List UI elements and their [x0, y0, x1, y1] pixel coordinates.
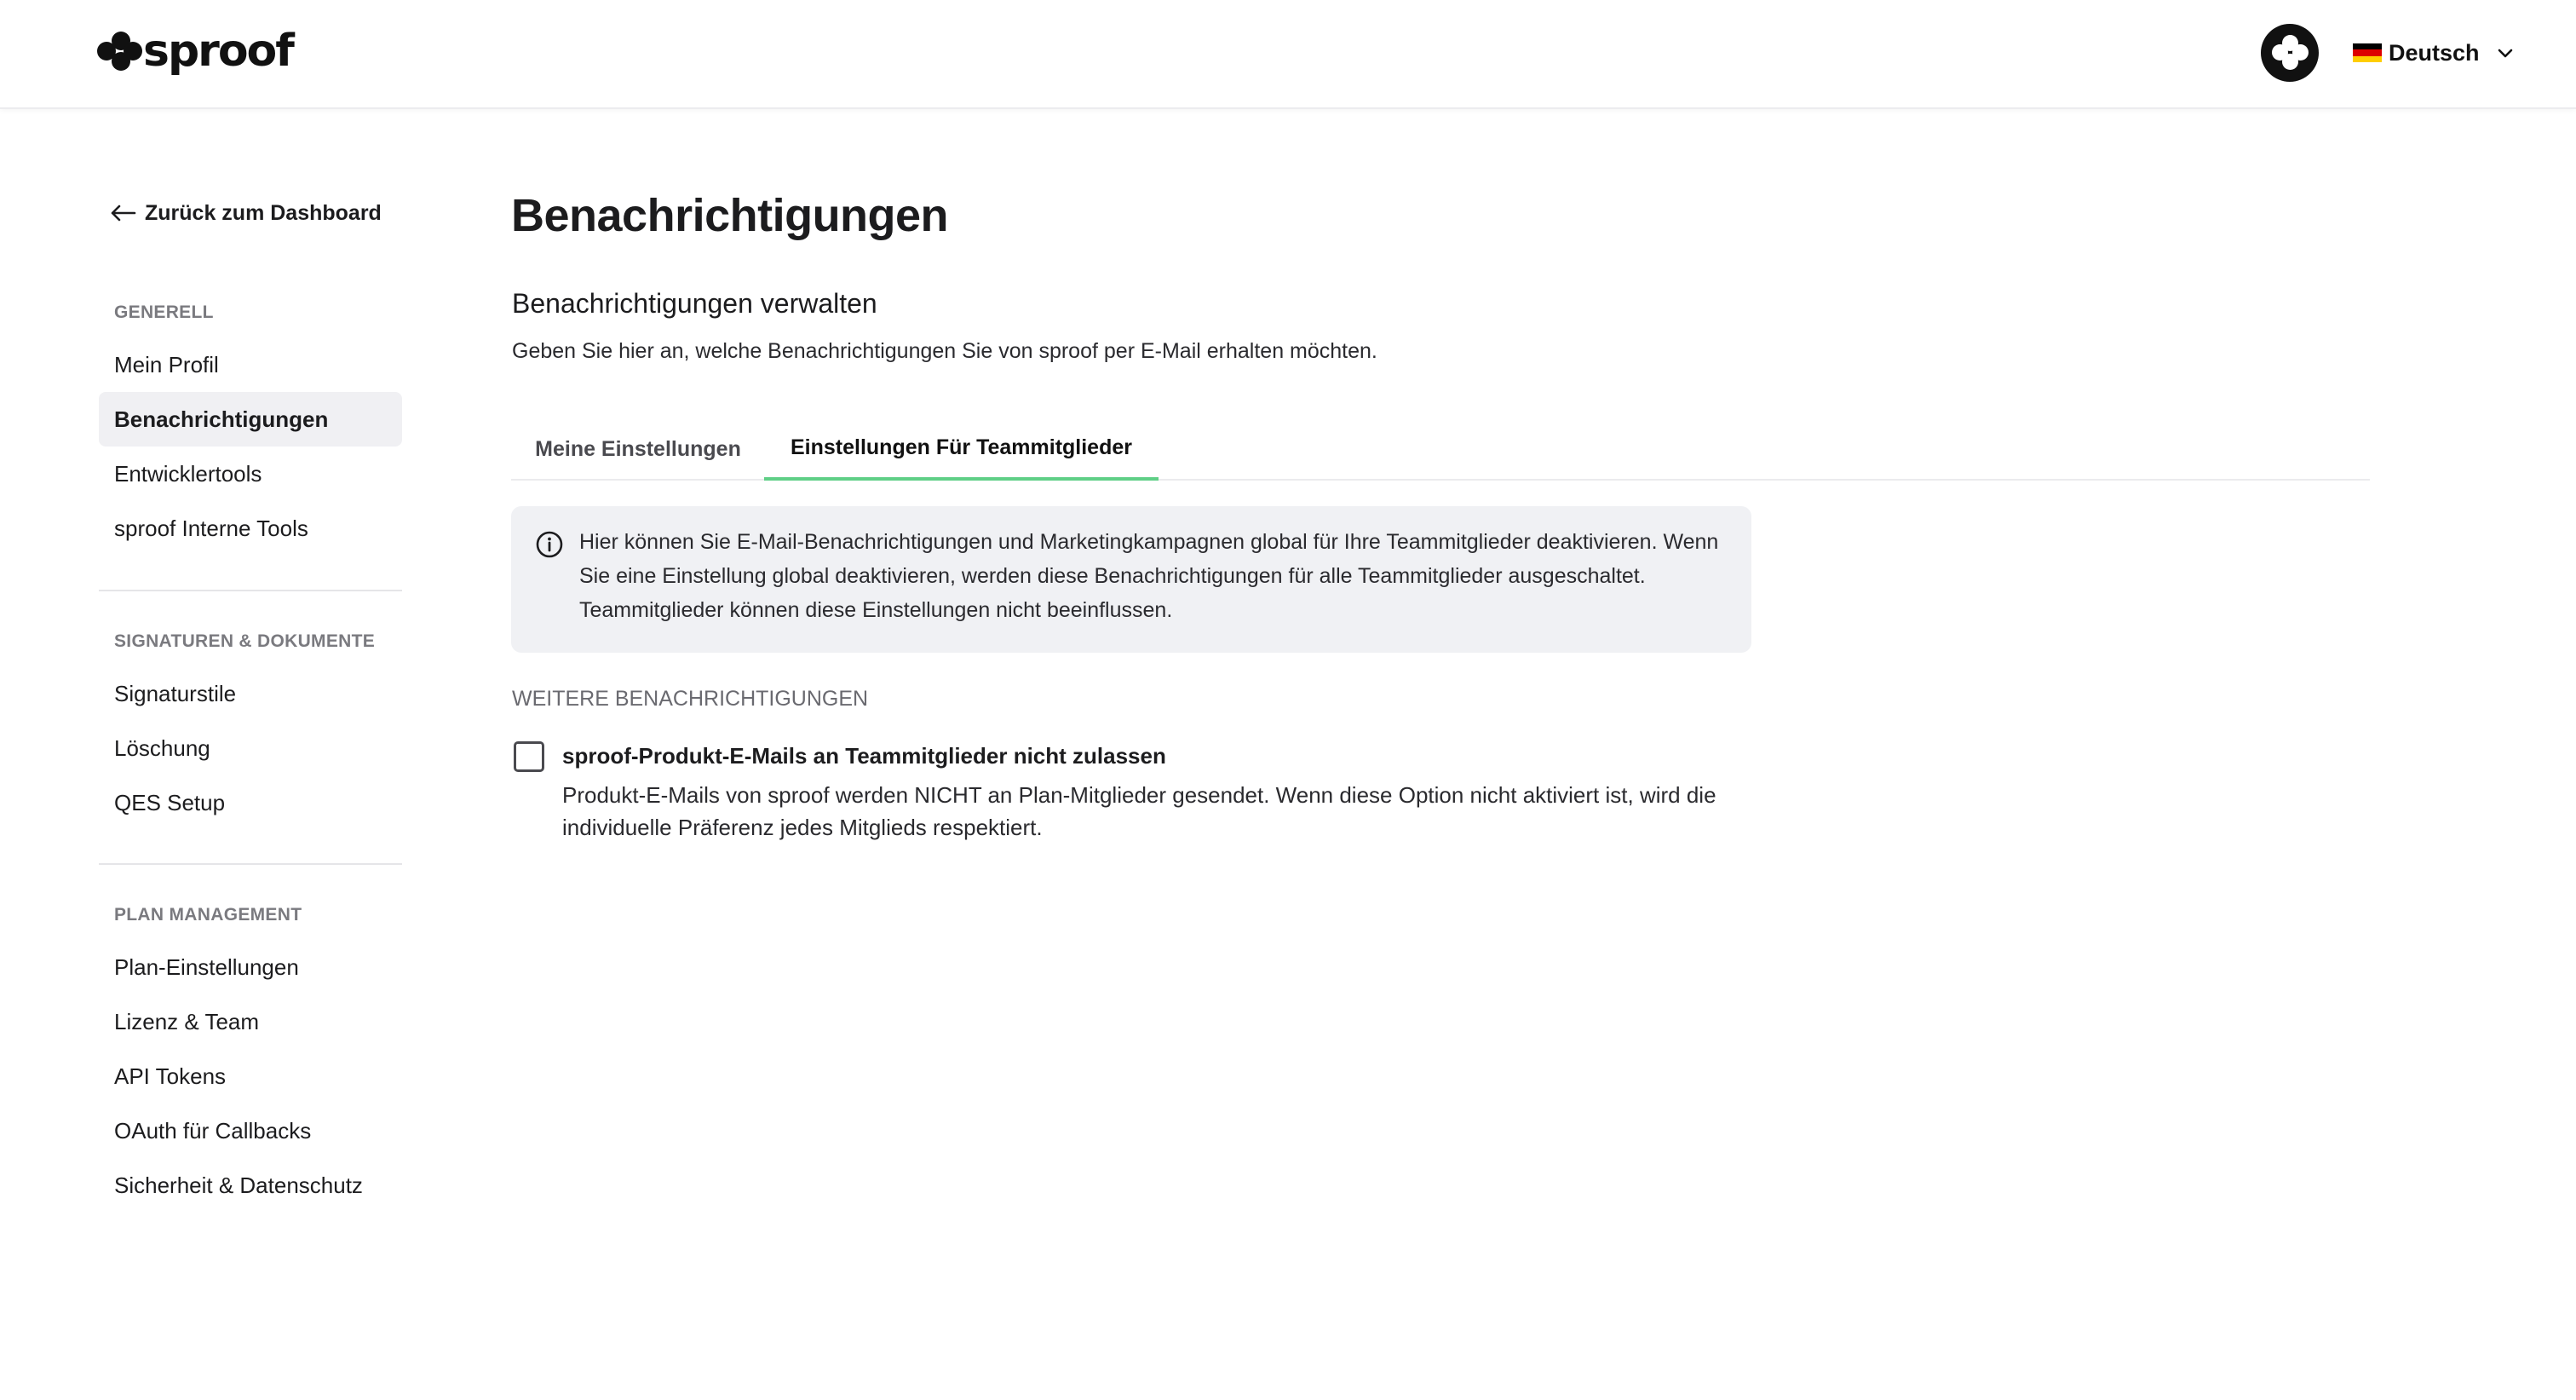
- section-title-generell: GENERELL: [114, 302, 214, 322]
- sidebar-item-lizenz-team[interactable]: Lizenz & Team: [114, 1008, 260, 1034]
- tab-bar: [511, 418, 2370, 481]
- top-header: [0, 0, 2576, 109]
- sproof-logo[interactable]: [97, 26, 293, 77]
- chevron-down-icon: [2495, 43, 2516, 63]
- avatar[interactable]: [2261, 24, 2319, 82]
- sidebar-item-interne-tools[interactable]: sproof Interne Tools: [114, 515, 308, 541]
- info-icon: [535, 530, 564, 559]
- section-title-plan-management: PLAN MANAGEMENT: [114, 905, 302, 925]
- sidebar-item-api-tokens[interactable]: API Tokens: [114, 1063, 227, 1089]
- language-label: Deutsch: [2389, 39, 2480, 66]
- sidebar-item-qes-setup[interactable]: QES Setup: [114, 789, 226, 815]
- checkbox-description: Produkt-E-Mails von sproof werden NICHT an Plan-Mitglieder gesendet. Wenn diese Option nicht aktiviert ist, wird die individuelle Präferenz jedes Mitglieds respektiert.: [562, 782, 1716, 840]
- sidebar-item-loeschung[interactable]: Löschung: [114, 735, 210, 761]
- further-notifications-title: WEITERE BENACHRICHTIGUNGEN: [512, 687, 869, 711]
- sidebar-item-signaturstile[interactable]: Signaturstile: [114, 680, 237, 706]
- checkbox-label[interactable]: sproof-Produkt-E-Mails an Teammitglieder nicht zulassen: [562, 743, 1166, 769]
- info-text: Hier können Sie E-Mail-Benachrichtigungen und Marketingkampagnen global für Ihre Teammitglieder deaktivieren. Wenn Sie eine Einstellung global deaktivieren, werden diese Benachrichtigungen für alle Teammitglieder ausgeschaltet. Teammitglieder können diese Einstellungen nicht beeinflussen.: [579, 530, 1719, 622]
- sidebar-item-benachrichtigungen[interactable]: Benachrichtigungen: [99, 392, 402, 447]
- back-to-dashboard-link[interactable]: [109, 196, 382, 230]
- disallow-product-emails-checkbox[interactable]: [514, 741, 544, 772]
- tab-einstellungen-teammitglieder[interactable]: Einstellungen Für Teammitglieder: [764, 418, 1159, 481]
- sidebar-divider: [99, 590, 402, 591]
- sidebar-item-sicherheit-datenschutz[interactable]: Sicherheit & Datenschutz: [114, 1172, 363, 1198]
- german-flag-icon: [2353, 43, 2382, 62]
- sidebar-item-entwicklertools[interactable]: Entwicklertools: [114, 460, 262, 487]
- info-box: [511, 506, 1751, 653]
- section-heading: Benachrichtigungen verwalten: [512, 288, 877, 319]
- page-title: Benachrichtigungen: [511, 190, 949, 241]
- sidebar-item-oauth-callbacks[interactable]: OAuth für Callbacks: [114, 1117, 312, 1144]
- logo-mark-icon: [97, 29, 138, 73]
- sidebar-item-plan-einstellungen[interactable]: Plan-Einstellungen: [114, 953, 299, 980]
- language-selector[interactable]: [2353, 34, 2516, 72]
- section-description: Geben Sie hier an, welche Benachrichtigungen Sie von sproof per E-Mail erhalten möchten.: [512, 339, 1377, 363]
- logo-text: sproof: [143, 26, 293, 77]
- back-label: Zurück zum Dashboard: [145, 200, 382, 225]
- section-title-signaturen: SIGNATUREN & DOKUMENTE: [114, 631, 376, 651]
- sidebar-divider: [99, 863, 402, 865]
- arrow-left-icon: [109, 203, 138, 223]
- sidebar-item-mein-profil[interactable]: Mein Profil: [114, 351, 219, 377]
- tab-meine-einstellungen[interactable]: Meine Einstellungen: [535, 436, 741, 461]
